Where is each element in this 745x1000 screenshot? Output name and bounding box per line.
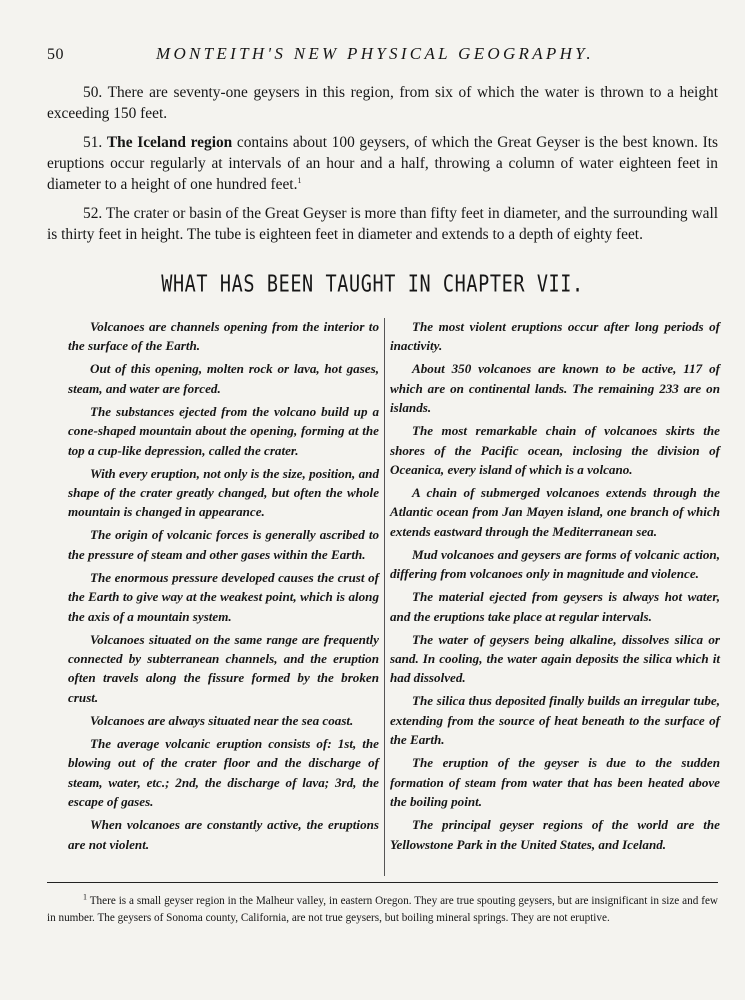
iceland-region-term: The Iceland region [106,134,233,151]
footnote-reference: 1 [297,175,302,185]
paragraph-51 [47,132,718,195]
summary-item: The principal geyser regions of the world are the Yellowstone Park in the United States, and Iceland. [390,817,720,852]
running-head-title: MONTEITH'S NEW PHYSICAL GEOGRAPHY. [156,44,594,63]
summary-item: A chain of submerged volcanoes extends through the Atlantic ocean from Jan Mayen island, one branch of which extends eastward through the Mediterranean sea. [390,485,720,539]
paragraph-51-number: 51. [83,134,103,151]
summary-item: The average volcanic eruption consists of: 1st, the blowing out of the crater floor and the discharge of steam, water, etc.; 2nd, the discharge of lava; 3rd, the escape of gases. [68,735,379,810]
footnote-rule [47,882,718,883]
body-text [47,82,718,253]
chapter-summary-heading: WHAT HAS BEEN TAUGHT IN CHAPTER VII. [161,271,584,298]
summary-item: The enormous pressure developed causes the crust of the Earth to give way at the weakest point, which is along the axis of a mountain system. [68,569,379,624]
footnote-text: There is a small geyser region in the Malheur valley, in eastern Oregon. They are true spouting geysers, but are insignificant in size and few in number. The geysers of Sonoma county, California, are not true geysers, but boiling mineral springs. They are not eruptive. [47,895,718,924]
summary-item: The material ejected from geysers is always hot water, and the eruptions take place at regular intervals. [390,589,720,624]
summary-left-column [68,317,379,858]
summary-item: The silica thus deposited finally builds an irregular tube, extending from the source of heat beneath to the surface of the Earth. [390,693,720,748]
summary-item: The substances ejected from the volcano build up a cone-shaped mountain about the opening, forming at the top a cup-like depression, called the crater. [68,403,379,458]
summary-item: The most remarkable chain of volcanoes skirts the shores of the Pacific ocean, inclosing the division of Oceanica, every island of which is a volcano. [390,423,720,478]
summary-item: About 350 volcanoes are known to be active, 117 of which are on continental lands. The remaining 233 are on islands. [390,361,720,416]
footnote-mark: 1 [83,892,87,902]
summary-item: Volcanoes are channels opening from the interior to the surface of the Earth. [68,319,379,354]
summary-right-column [390,317,720,858]
summary-item: Volcanoes situated on the same range are frequently connected by subterranean channels, and the eruption often travels along the fissure formed by the broken crust. [68,631,379,705]
footnote [47,893,718,927]
summary-item: The water of geysers being alkaline, dissolves silica or sand. In cooling, the water again deposits the silica which it had dissolved. [390,631,720,686]
summary-item: Volcanoes are always situated near the sea coast. [90,712,354,728]
summary-item: Out of this opening, molten rock or lava, hot gases, steam, and water are forced. [68,361,379,396]
page-number: 50 [47,46,64,63]
summary-item: The most violent eruptions occur after long periods of inactivity. [390,319,720,354]
summary-item: The eruption of the geyser is due to the sudden formation of steam from water that has been heated above the boiling point. [390,755,720,810]
column-divider [384,318,385,876]
summary-item: With every eruption, not only is the size, position, and shape of the crater greatly changed, but often the whole mountain is changed in appearance. [68,465,379,520]
paragraph-52: 52. The crater or basin of the Great Geyser is more than fifty feet in diameter, and the surrounding wall is thirty feet in height. The tube is eighteen feet in diameter and extends to a depth of eighty feet. [47,205,718,243]
summary-item: When volcanoes are constantly active, the eruptions are not violent. [68,817,379,852]
summary-item: The origin of volcanic forces is generally ascribed to the pressure of steam and other gases within the Earth. [68,527,379,562]
summary-item: Mud volcanoes and geysers are forms of volcanic action, differing from volcanoes only in magnitude and violence. [390,546,720,582]
paragraph-51-text: contains about 100 geysers, of which the Great Geyser is the best known. Its eruptions occur regularly at intervals of an hour and a half, throwing a column of water eighteen feet in diameter to a height of one hundred feet. [47,134,718,193]
paragraph-50: 50. There are seventy-one geysers in this region, from six of which the water is thrown to a height exceeding 150 feet. [47,84,718,122]
